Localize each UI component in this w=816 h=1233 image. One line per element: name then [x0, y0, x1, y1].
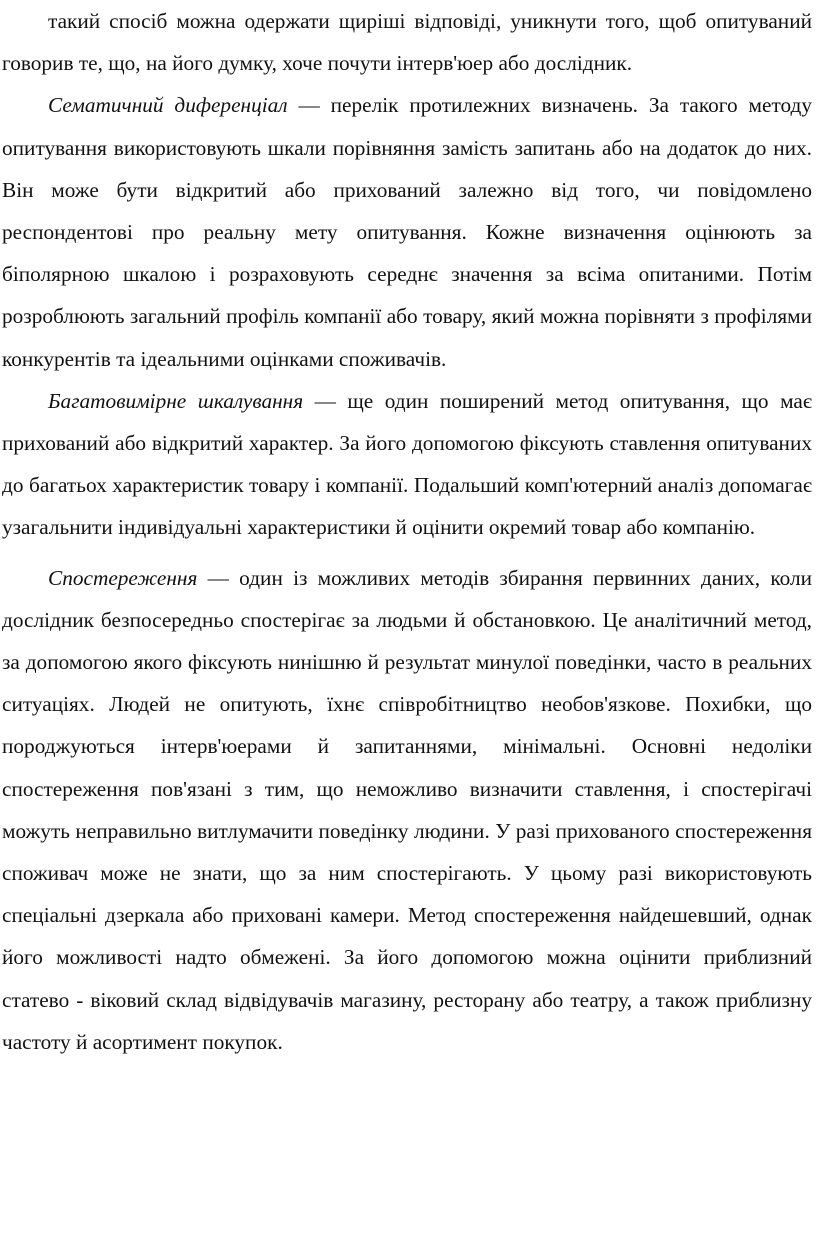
paragraph-term: Багатовимірне шкалування [48, 388, 304, 413]
paragraph-semantic-differential [2, 84, 812, 379]
paragraph-text: — один із можливих методів збирання первинних даних, коли дослідник безпосередньо спостерігає за людьми й обстановкою. Це аналітичний метод, за допомогою якого фіксують нинішню й результат минулої поведінки, часто в реальних ситуаціях. Людей не опитують, їхнє співробітництво необов'язкове. Похибки, що породжуються інтерв'юерами й запитаннями, мінімальні. Основні недоліки спостереження пов'язані з тим, що неможливо визначити ставлення, і спостерігачі можуть неправильно витлумачити поведінку людини. У разі прихованого спостереження споживач може не знати, що за ним спостерігають. У цьому разі використовують спеціальні дзеркала або приховані камери. Метод спостереження найдешевший, однак його можливості надто обмежені. За його допомогою можна оцінити приблизний статево - віковий склад відвідувачів магазину, ресторану або театру, а також приблизну частоту й асортимент покупок. [2, 565, 812, 1054]
paragraph-text: — ще один поширений метод опитування, що має прихований або відкритий характер. За його допомогою фіксують ставлення опитуваних до багатьох характеристик товару і компанії. Подальший комп'ютерний аналіз допомагає узагальнити індивідуальні характеристики й оцінити окремий товар або компанію. [2, 388, 812, 540]
paragraph-observation [2, 557, 812, 1063]
paragraph-text: — перелік протилежних визначень. За такого методу опитування використовують шкали порівняння замість запитань або на додаток до них. Він може бути відкритий або прихований залежно від того, чи повідомлено респондентові про реальну мету опитування. Кожне визначення оцінюють за біполярною шкалою і розраховують середнє значення за всіма опитаними. Потім розроблюють загальний профіль компанії або товару, який можна порівняти з профілями конкурентів та ідеальними оцінками споживачів. [2, 93, 812, 371]
paragraph-term: Сематичний диференціал [48, 93, 288, 118]
paragraph-survey-continuation [2, 0, 812, 84]
paragraph-term: Спостереження [48, 565, 198, 590]
paragraph-text: такий спосіб можна одержати щиріші відповіді, уникнути того, щоб опитуваний говорив те, що, на його думку, хоче почути інтерв'юер або дослідник. [2, 9, 812, 76]
paragraph-multidimensional-scaling [2, 380, 812, 549]
